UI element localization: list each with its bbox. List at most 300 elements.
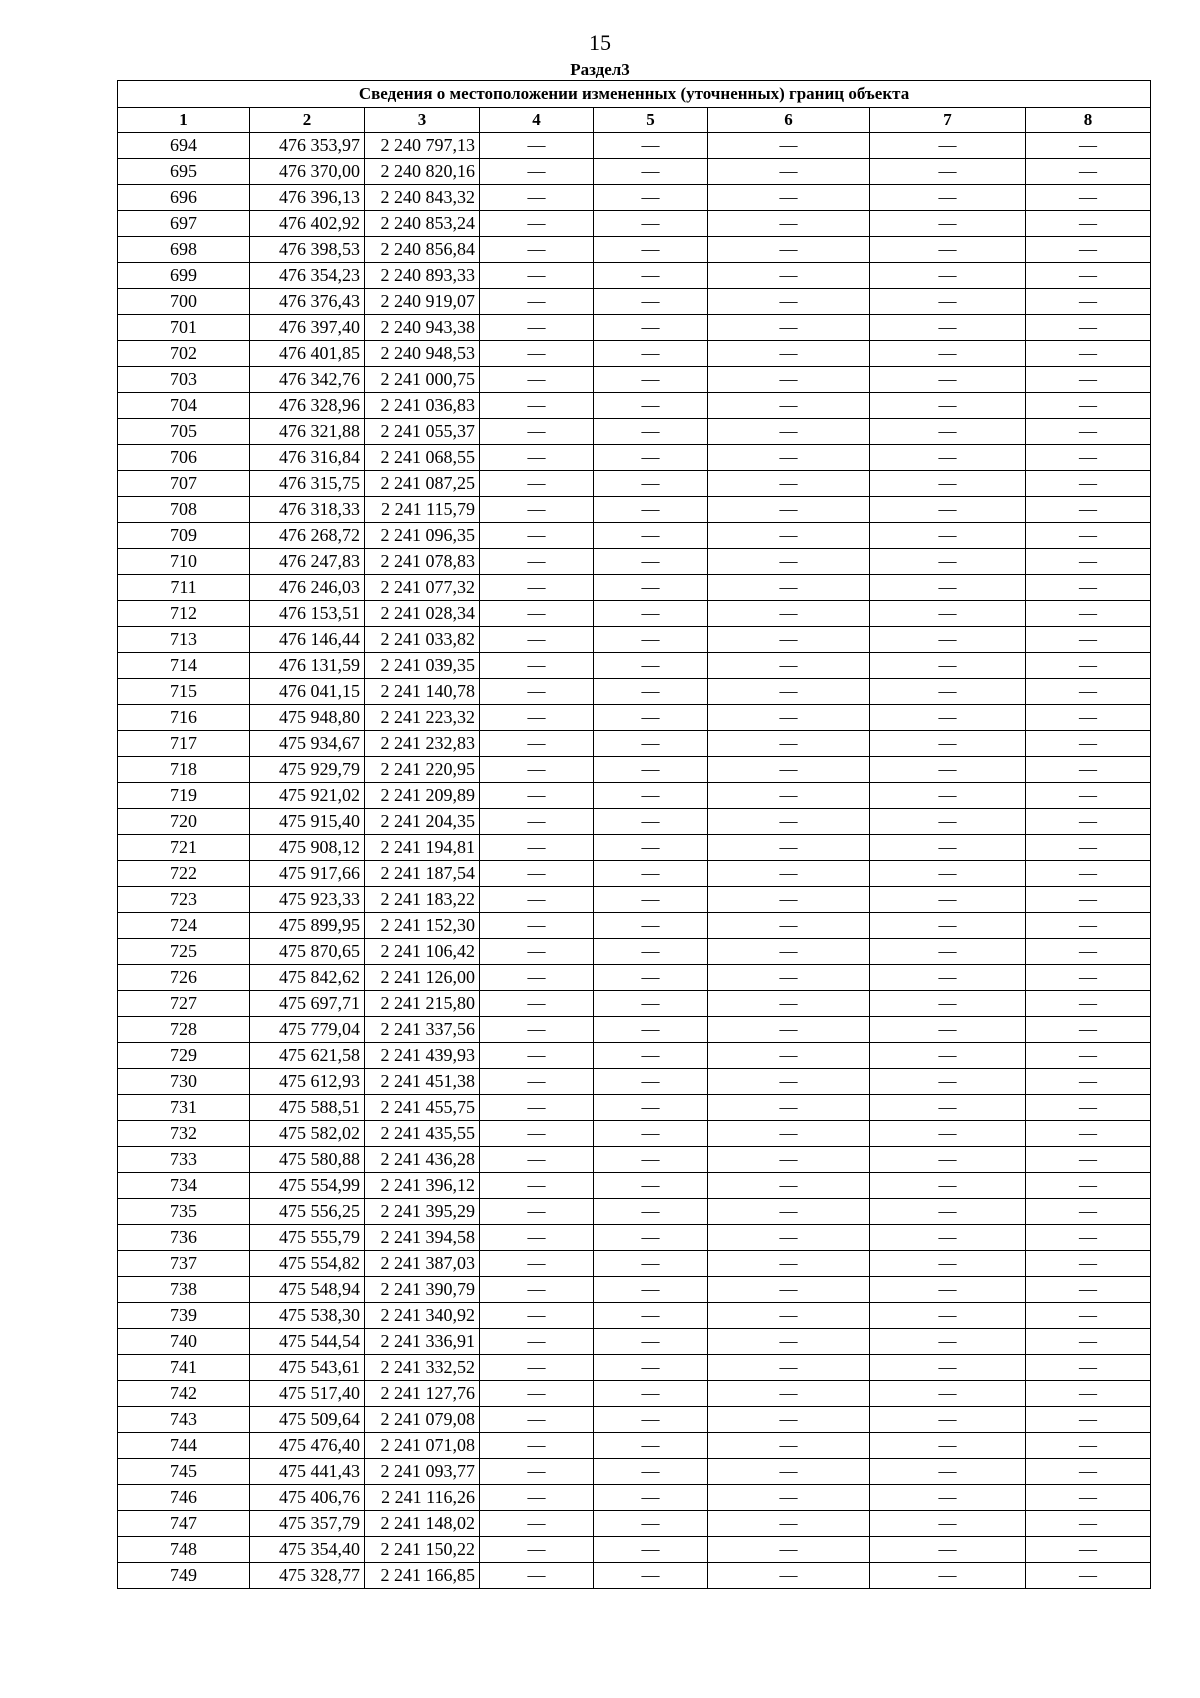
empty-cell: — — [1026, 1433, 1151, 1459]
x-coordinate-cell: 475 948,80 — [250, 705, 365, 731]
empty-cell: — — [708, 1459, 870, 1485]
x-coordinate-cell: 475 328,77 — [250, 1563, 365, 1589]
empty-cell: — — [594, 913, 708, 939]
empty-cell: — — [480, 1095, 594, 1121]
empty-cell: — — [480, 1173, 594, 1199]
empty-cell: — — [870, 601, 1026, 627]
point-number-cell: 736 — [118, 1225, 250, 1251]
x-coordinate-cell: 475 476,40 — [250, 1433, 365, 1459]
empty-cell: — — [708, 471, 870, 497]
x-coordinate-cell: 475 934,67 — [250, 731, 365, 757]
empty-cell: — — [708, 1251, 870, 1277]
empty-cell: — — [708, 575, 870, 601]
y-coordinate-cell: 2 241 148,02 — [365, 1511, 480, 1537]
empty-cell: — — [870, 1199, 1026, 1225]
empty-cell: — — [870, 1043, 1026, 1069]
empty-cell: — — [708, 1563, 870, 1589]
empty-cell: — — [594, 757, 708, 783]
table-row — [118, 575, 1151, 601]
table-row — [118, 809, 1151, 835]
empty-cell: — — [1026, 679, 1151, 705]
y-coordinate-cell: 2 241 152,30 — [365, 913, 480, 939]
point-number-cell: 740 — [118, 1329, 250, 1355]
x-coordinate-cell: 475 697,71 — [250, 991, 365, 1017]
empty-cell: — — [708, 1537, 870, 1563]
empty-cell: — — [1026, 861, 1151, 887]
point-number-cell: 749 — [118, 1563, 250, 1589]
empty-cell: — — [594, 159, 708, 185]
y-coordinate-cell: 2 241 223,32 — [365, 705, 480, 731]
empty-cell: — — [480, 809, 594, 835]
empty-cell: — — [870, 549, 1026, 575]
empty-cell: — — [708, 1485, 870, 1511]
empty-cell: — — [708, 1407, 870, 1433]
empty-cell: — — [870, 887, 1026, 913]
empty-cell: — — [594, 1355, 708, 1381]
point-number-cell: 743 — [118, 1407, 250, 1433]
x-coordinate-cell: 475 842,62 — [250, 965, 365, 991]
point-number-cell: 729 — [118, 1043, 250, 1069]
empty-cell: — — [480, 549, 594, 575]
y-coordinate-cell: 2 241 209,89 — [365, 783, 480, 809]
empty-cell: — — [870, 991, 1026, 1017]
empty-cell: — — [870, 263, 1026, 289]
x-coordinate-cell: 475 588,51 — [250, 1095, 365, 1121]
point-number-cell: 702 — [118, 341, 250, 367]
x-coordinate-cell: 475 554,99 — [250, 1173, 365, 1199]
empty-cell: — — [594, 1095, 708, 1121]
empty-cell: — — [870, 653, 1026, 679]
table-row — [118, 523, 1151, 549]
table-row — [118, 237, 1151, 263]
empty-cell: — — [480, 315, 594, 341]
y-coordinate-cell: 2 241 394,58 — [365, 1225, 480, 1251]
point-number-cell: 712 — [118, 601, 250, 627]
y-coordinate-cell: 2 240 820,16 — [365, 159, 480, 185]
empty-cell: — — [870, 341, 1026, 367]
empty-cell: — — [708, 809, 870, 835]
point-number-cell: 697 — [118, 211, 250, 237]
empty-cell: — — [870, 809, 1026, 835]
empty-cell: — — [594, 549, 708, 575]
empty-cell: — — [1026, 965, 1151, 991]
empty-cell: — — [480, 393, 594, 419]
empty-cell: — — [870, 1017, 1026, 1043]
point-number-cell: 748 — [118, 1537, 250, 1563]
empty-cell: — — [1026, 601, 1151, 627]
empty-cell: — — [870, 835, 1026, 861]
y-coordinate-cell: 2 241 028,34 — [365, 601, 480, 627]
empty-cell: — — [870, 393, 1026, 419]
y-coordinate-cell: 2 241 436,28 — [365, 1147, 480, 1173]
point-number-cell: 738 — [118, 1277, 250, 1303]
empty-cell: — — [1026, 211, 1151, 237]
point-number-cell: 707 — [118, 471, 250, 497]
point-number-cell: 703 — [118, 367, 250, 393]
table-row — [118, 705, 1151, 731]
empty-cell: — — [480, 653, 594, 679]
point-number-cell: 714 — [118, 653, 250, 679]
empty-cell: — — [1026, 289, 1151, 315]
empty-cell: — — [594, 965, 708, 991]
empty-cell: — — [708, 887, 870, 913]
x-coordinate-cell: 476 131,59 — [250, 653, 365, 679]
empty-cell: — — [594, 393, 708, 419]
empty-cell: — — [594, 237, 708, 263]
x-coordinate-cell: 476 318,33 — [250, 497, 365, 523]
column-header: 6 — [708, 108, 870, 133]
empty-cell: — — [870, 1407, 1026, 1433]
empty-cell: — — [480, 991, 594, 1017]
empty-cell: — — [708, 523, 870, 549]
empty-cell: — — [480, 445, 594, 471]
point-number-cell: 724 — [118, 913, 250, 939]
empty-cell: — — [870, 1381, 1026, 1407]
empty-cell: — — [480, 471, 594, 497]
empty-cell: — — [870, 1329, 1026, 1355]
x-coordinate-cell: 475 917,66 — [250, 861, 365, 887]
empty-cell: — — [480, 1407, 594, 1433]
x-coordinate-cell: 476 397,40 — [250, 315, 365, 341]
y-coordinate-cell: 2 241 183,22 — [365, 887, 480, 913]
table-row — [118, 653, 1151, 679]
empty-cell: — — [480, 1381, 594, 1407]
empty-cell: — — [594, 315, 708, 341]
empty-cell: — — [594, 185, 708, 211]
point-number-cell: 694 — [118, 133, 250, 159]
empty-cell: — — [594, 1381, 708, 1407]
y-coordinate-cell: 2 241 390,79 — [365, 1277, 480, 1303]
empty-cell: — — [708, 185, 870, 211]
empty-cell: — — [1026, 1537, 1151, 1563]
empty-cell: — — [708, 1199, 870, 1225]
empty-cell: — — [594, 1303, 708, 1329]
empty-cell: — — [1026, 653, 1151, 679]
y-coordinate-cell: 2 240 797,13 — [365, 133, 480, 159]
x-coordinate-cell: 476 316,84 — [250, 445, 365, 471]
point-number-cell: 722 — [118, 861, 250, 887]
empty-cell: — — [594, 835, 708, 861]
point-number-cell: 723 — [118, 887, 250, 913]
empty-cell: — — [480, 965, 594, 991]
column-header: 4 — [480, 108, 594, 133]
empty-cell: — — [594, 133, 708, 159]
empty-cell: — — [708, 1147, 870, 1173]
empty-cell: — — [1026, 1303, 1151, 1329]
point-number-cell: 718 — [118, 757, 250, 783]
empty-cell: — — [1026, 523, 1151, 549]
empty-cell: — — [1026, 315, 1151, 341]
x-coordinate-cell: 475 555,79 — [250, 1225, 365, 1251]
empty-cell: — — [594, 1563, 708, 1589]
empty-cell: — — [1026, 1563, 1151, 1589]
y-coordinate-cell: 2 240 893,33 — [365, 263, 480, 289]
empty-cell: — — [708, 861, 870, 887]
empty-cell: — — [1026, 497, 1151, 523]
table-row — [118, 1251, 1151, 1277]
x-coordinate-cell: 475 582,02 — [250, 1121, 365, 1147]
boundary-coordinates-table — [117, 80, 1151, 1589]
empty-cell: — — [870, 861, 1026, 887]
y-coordinate-cell: 2 240 919,07 — [365, 289, 480, 315]
empty-cell: — — [594, 1225, 708, 1251]
empty-cell: — — [594, 887, 708, 913]
table-row — [118, 419, 1151, 445]
y-coordinate-cell: 2 241 079,08 — [365, 1407, 480, 1433]
empty-cell: — — [708, 1511, 870, 1537]
empty-cell: — — [870, 757, 1026, 783]
empty-cell: — — [594, 1433, 708, 1459]
empty-cell: — — [1026, 1043, 1151, 1069]
y-coordinate-cell: 2 241 071,08 — [365, 1433, 480, 1459]
empty-cell: — — [870, 783, 1026, 809]
point-number-cell: 737 — [118, 1251, 250, 1277]
empty-cell: — — [480, 1563, 594, 1589]
empty-cell: — — [1026, 445, 1151, 471]
x-coordinate-cell: 476 146,44 — [250, 627, 365, 653]
point-number-cell: 698 — [118, 237, 250, 263]
empty-cell: — — [870, 445, 1026, 471]
empty-cell: — — [594, 783, 708, 809]
empty-cell: — — [480, 1225, 594, 1251]
empty-cell: — — [1026, 263, 1151, 289]
empty-cell: — — [594, 289, 708, 315]
empty-cell: — — [708, 991, 870, 1017]
empty-cell: — — [480, 1017, 594, 1043]
empty-cell: — — [870, 419, 1026, 445]
point-number-cell: 742 — [118, 1381, 250, 1407]
y-coordinate-cell: 2 241 204,35 — [365, 809, 480, 835]
empty-cell: — — [708, 783, 870, 809]
x-coordinate-cell: 475 554,82 — [250, 1251, 365, 1277]
empty-cell: — — [708, 1121, 870, 1147]
y-coordinate-cell: 2 241 068,55 — [365, 445, 480, 471]
empty-cell: — — [708, 1277, 870, 1303]
y-coordinate-cell: 2 241 036,83 — [365, 393, 480, 419]
empty-cell: — — [870, 731, 1026, 757]
empty-cell: — — [1026, 1459, 1151, 1485]
y-coordinate-cell: 2 241 093,77 — [365, 1459, 480, 1485]
empty-cell: — — [594, 471, 708, 497]
empty-cell: — — [1026, 185, 1151, 211]
table-row — [118, 783, 1151, 809]
x-coordinate-cell: 475 406,76 — [250, 1485, 365, 1511]
empty-cell: — — [594, 991, 708, 1017]
y-coordinate-cell: 2 241 451,38 — [365, 1069, 480, 1095]
x-coordinate-cell: 475 544,54 — [250, 1329, 365, 1355]
y-coordinate-cell: 2 241 033,82 — [365, 627, 480, 653]
point-number-cell: 720 — [118, 809, 250, 835]
empty-cell: — — [870, 913, 1026, 939]
empty-cell: — — [594, 1147, 708, 1173]
empty-cell: — — [594, 653, 708, 679]
empty-cell: — — [870, 1225, 1026, 1251]
empty-cell: — — [594, 1121, 708, 1147]
empty-cell: — — [594, 705, 708, 731]
point-number-cell: 699 — [118, 263, 250, 289]
empty-cell: — — [1026, 1069, 1151, 1095]
table-row — [118, 627, 1151, 653]
empty-cell: — — [708, 705, 870, 731]
point-number-cell: 711 — [118, 575, 250, 601]
table-row — [118, 1485, 1151, 1511]
point-number-cell: 746 — [118, 1485, 250, 1511]
empty-cell: — — [1026, 341, 1151, 367]
empty-cell: — — [594, 861, 708, 887]
empty-cell: — — [870, 939, 1026, 965]
empty-cell: — — [708, 315, 870, 341]
table-row — [118, 1303, 1151, 1329]
empty-cell: — — [480, 1147, 594, 1173]
empty-cell: — — [480, 887, 594, 913]
empty-cell: — — [708, 601, 870, 627]
y-coordinate-cell: 2 240 948,53 — [365, 341, 480, 367]
table-row — [118, 497, 1151, 523]
empty-cell: — — [1026, 367, 1151, 393]
y-coordinate-cell: 2 241 396,12 — [365, 1173, 480, 1199]
empty-cell: — — [708, 419, 870, 445]
empty-cell: — — [708, 653, 870, 679]
table-row — [118, 393, 1151, 419]
empty-cell: — — [1026, 913, 1151, 939]
empty-cell: — — [870, 1121, 1026, 1147]
x-coordinate-cell: 475 357,79 — [250, 1511, 365, 1537]
x-coordinate-cell: 475 915,40 — [250, 809, 365, 835]
empty-cell: — — [480, 939, 594, 965]
table-row — [118, 757, 1151, 783]
empty-cell: — — [594, 1017, 708, 1043]
empty-cell: — — [870, 1563, 1026, 1589]
empty-cell: — — [480, 263, 594, 289]
y-coordinate-cell: 2 241 078,83 — [365, 549, 480, 575]
empty-cell: — — [594, 523, 708, 549]
empty-cell: — — [708, 939, 870, 965]
empty-cell: — — [480, 523, 594, 549]
empty-cell: — — [708, 1043, 870, 1069]
table-row — [118, 731, 1151, 757]
point-number-cell: 719 — [118, 783, 250, 809]
y-coordinate-cell: 2 241 336,91 — [365, 1329, 480, 1355]
empty-cell: — — [480, 861, 594, 887]
empty-cell: — — [1026, 809, 1151, 835]
empty-cell: — — [708, 367, 870, 393]
empty-cell: — — [480, 679, 594, 705]
empty-cell: — — [1026, 575, 1151, 601]
y-coordinate-cell: 2 241 340,92 — [365, 1303, 480, 1329]
empty-cell: — — [480, 601, 594, 627]
column-header: 5 — [594, 108, 708, 133]
x-coordinate-cell: 476 398,53 — [250, 237, 365, 263]
empty-cell: — — [708, 133, 870, 159]
y-coordinate-cell: 2 241 127,76 — [365, 1381, 480, 1407]
empty-cell: — — [594, 1537, 708, 1563]
empty-cell: — — [1026, 159, 1151, 185]
empty-cell: — — [870, 471, 1026, 497]
empty-cell: — — [594, 419, 708, 445]
empty-cell: — — [594, 939, 708, 965]
y-coordinate-cell: 2 241 106,42 — [365, 939, 480, 965]
point-number-cell: 730 — [118, 1069, 250, 1095]
empty-cell: — — [870, 705, 1026, 731]
y-coordinate-cell: 2 241 115,79 — [365, 497, 480, 523]
column-header: 3 — [365, 108, 480, 133]
point-number-cell: 701 — [118, 315, 250, 341]
empty-cell: — — [708, 211, 870, 237]
x-coordinate-cell: 475 779,04 — [250, 1017, 365, 1043]
empty-cell: — — [708, 1303, 870, 1329]
empty-cell: — — [1026, 835, 1151, 861]
point-number-cell: 696 — [118, 185, 250, 211]
empty-cell: — — [594, 1407, 708, 1433]
empty-cell: — — [480, 211, 594, 237]
empty-cell: — — [708, 731, 870, 757]
empty-cell: — — [870, 965, 1026, 991]
table-row — [118, 835, 1151, 861]
empty-cell: — — [480, 1329, 594, 1355]
table-row — [118, 185, 1151, 211]
point-number-cell: 745 — [118, 1459, 250, 1485]
x-coordinate-cell: 475 441,43 — [250, 1459, 365, 1485]
point-number-cell: 739 — [118, 1303, 250, 1329]
x-coordinate-cell: 476 396,13 — [250, 185, 365, 211]
empty-cell: — — [1026, 887, 1151, 913]
x-coordinate-cell: 476 246,03 — [250, 575, 365, 601]
point-number-cell: 744 — [118, 1433, 250, 1459]
y-coordinate-cell: 2 241 077,32 — [365, 575, 480, 601]
empty-cell: — — [594, 809, 708, 835]
table-row — [118, 965, 1151, 991]
x-coordinate-cell: 475 621,58 — [250, 1043, 365, 1069]
x-coordinate-cell: 475 509,64 — [250, 1407, 365, 1433]
empty-cell: — — [870, 1433, 1026, 1459]
empty-cell: — — [1026, 1147, 1151, 1173]
y-coordinate-cell: 2 241 140,78 — [365, 679, 480, 705]
empty-cell: — — [870, 1459, 1026, 1485]
empty-cell: — — [594, 263, 708, 289]
x-coordinate-cell: 476 353,97 — [250, 133, 365, 159]
point-number-cell: 716 — [118, 705, 250, 731]
x-coordinate-cell: 476 376,43 — [250, 289, 365, 315]
empty-cell: — — [1026, 549, 1151, 575]
point-number-cell: 741 — [118, 1355, 250, 1381]
empty-cell: — — [708, 289, 870, 315]
empty-cell: — — [1026, 1329, 1151, 1355]
empty-cell: — — [870, 315, 1026, 341]
empty-cell: — — [708, 341, 870, 367]
y-coordinate-cell: 2 241 435,55 — [365, 1121, 480, 1147]
point-number-cell: 708 — [118, 497, 250, 523]
x-coordinate-cell: 475 921,02 — [250, 783, 365, 809]
x-coordinate-cell: 475 870,65 — [250, 939, 365, 965]
empty-cell: — — [480, 497, 594, 523]
table-row — [118, 1407, 1151, 1433]
empty-cell: — — [870, 523, 1026, 549]
empty-cell: — — [480, 1121, 594, 1147]
table-body — [118, 133, 1151, 1589]
x-coordinate-cell: 476 328,96 — [250, 393, 365, 419]
table-title-row — [118, 81, 1151, 108]
table-row — [118, 1511, 1151, 1537]
y-coordinate-cell: 2 240 943,38 — [365, 315, 480, 341]
y-coordinate-cell: 2 241 187,54 — [365, 861, 480, 887]
x-coordinate-cell: 476 342,76 — [250, 367, 365, 393]
empty-cell: — — [1026, 419, 1151, 445]
empty-cell: — — [480, 133, 594, 159]
point-number-cell: 717 — [118, 731, 250, 757]
empty-cell: — — [480, 1485, 594, 1511]
point-number-cell: 728 — [118, 1017, 250, 1043]
empty-cell: — — [1026, 393, 1151, 419]
